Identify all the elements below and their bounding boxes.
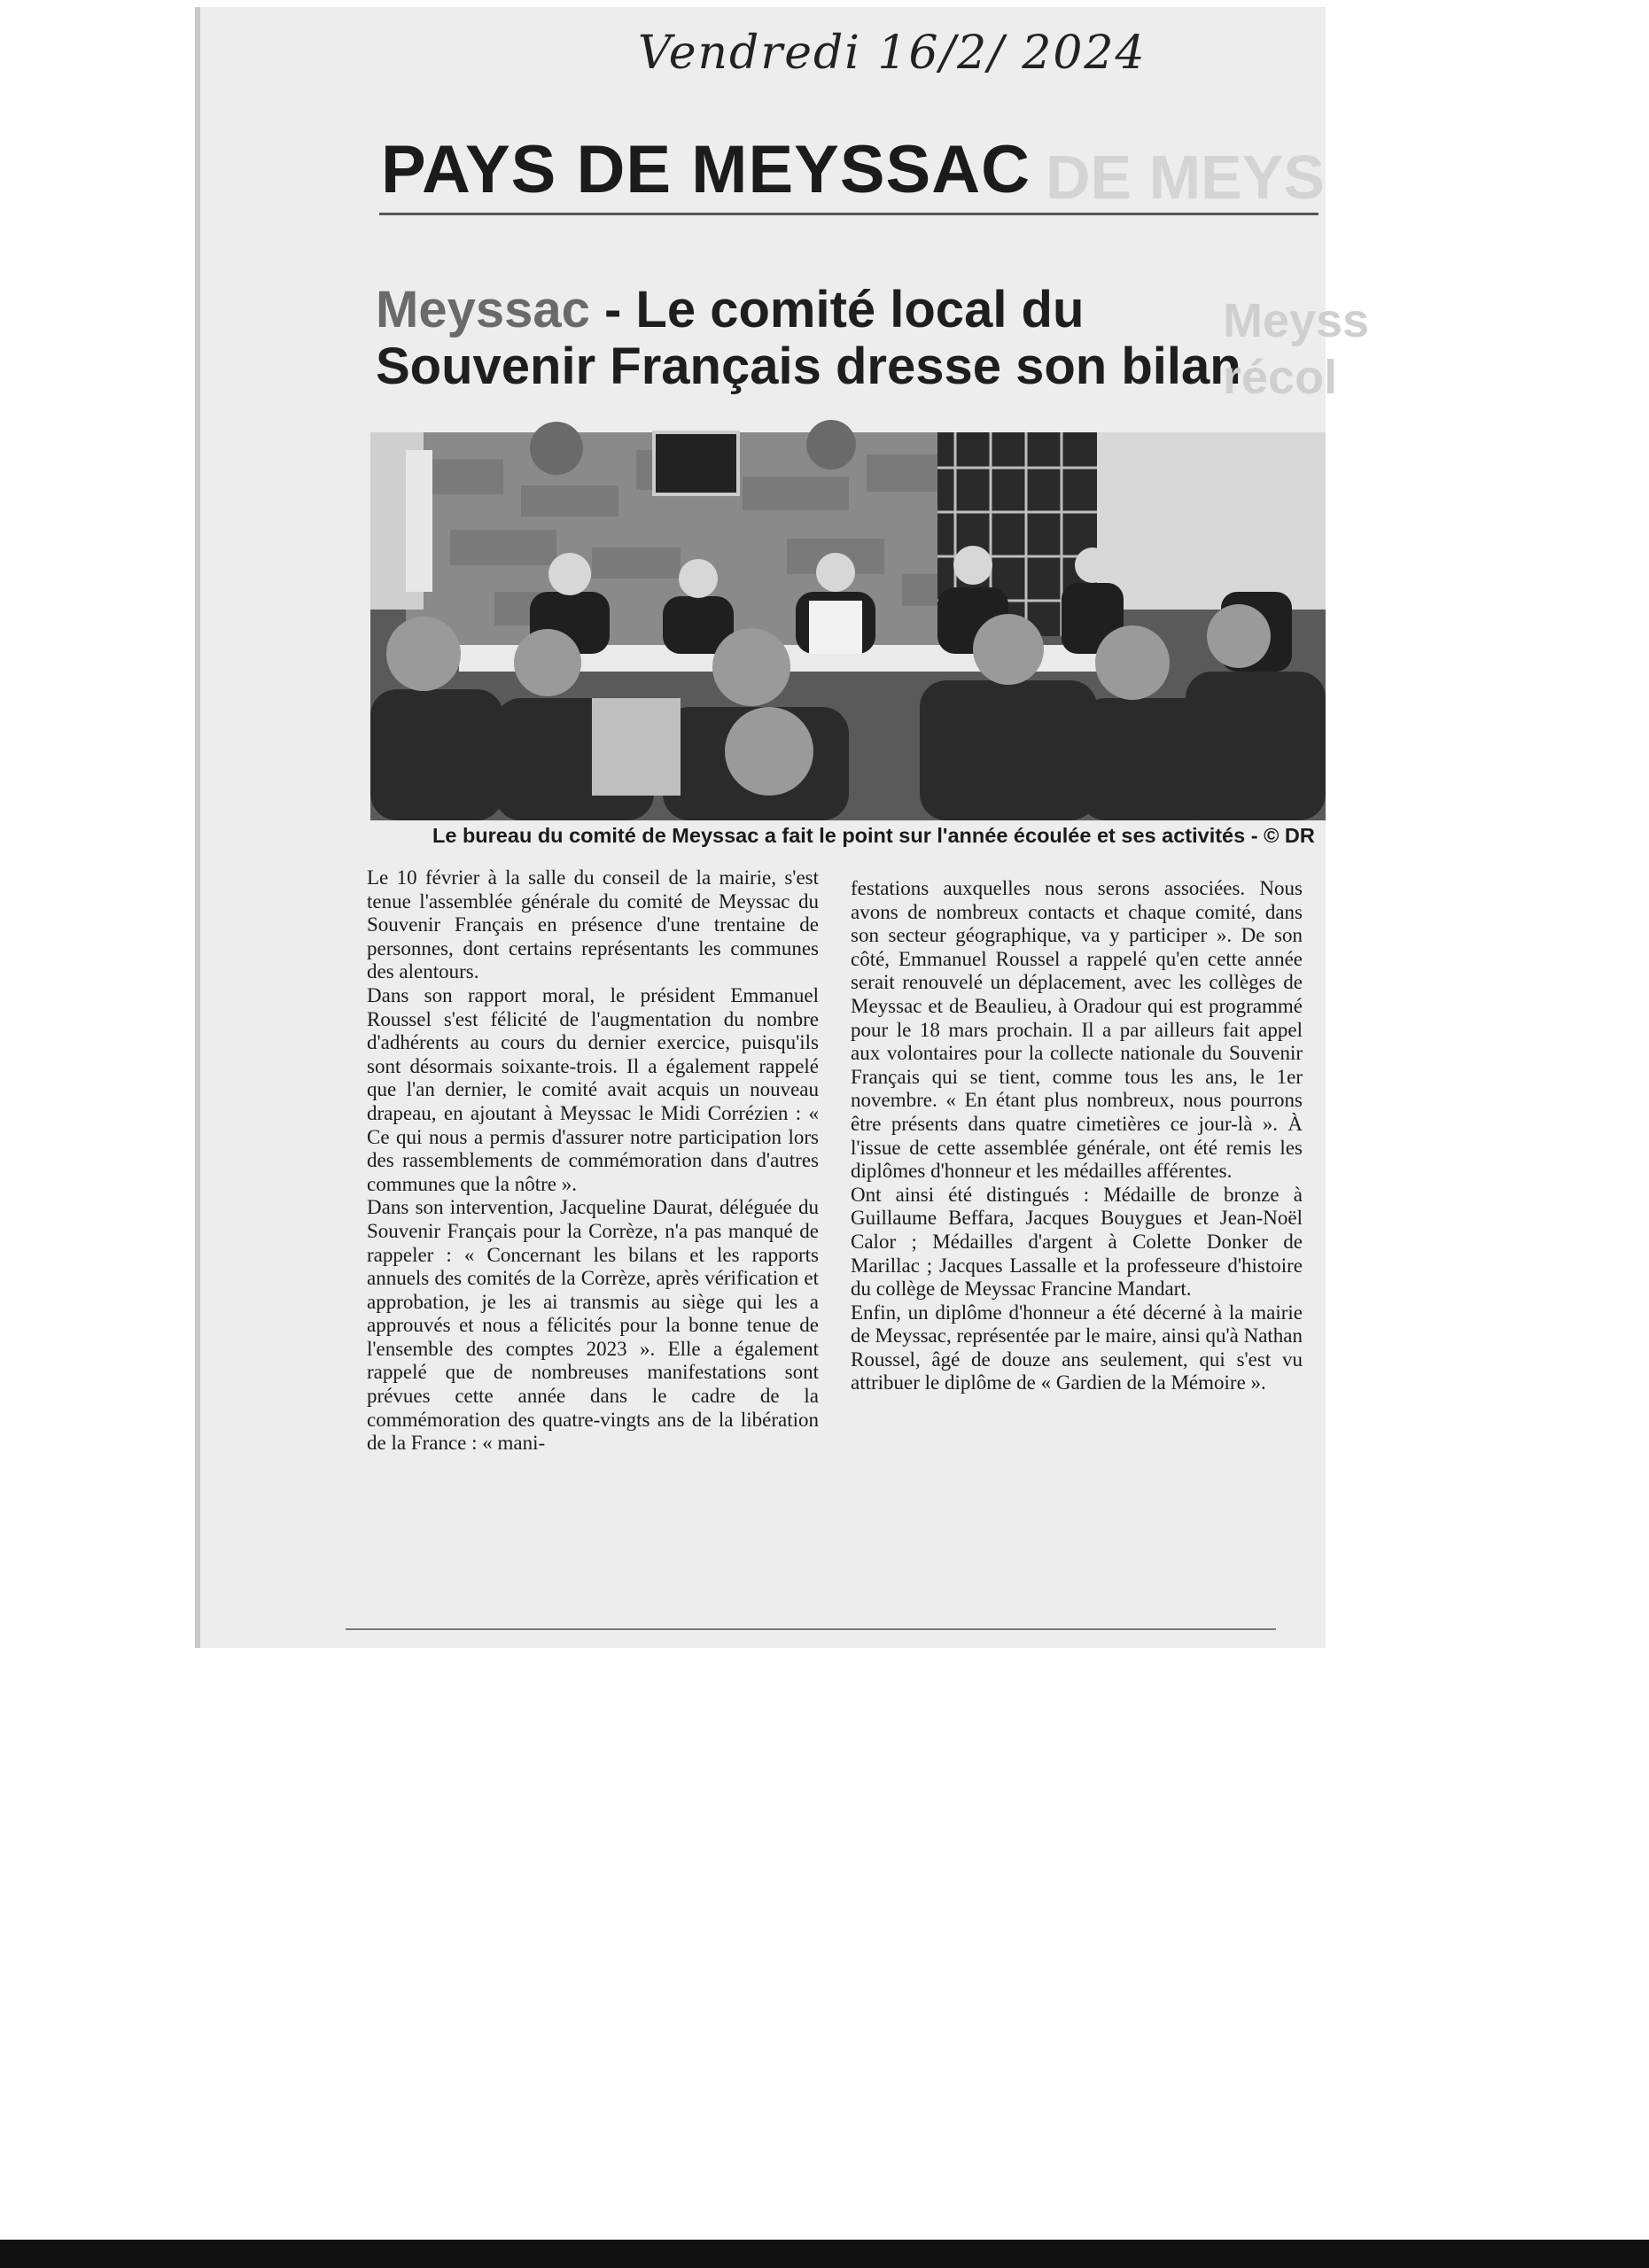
paragraph: Dans son intervention, Jacqueline Daurat, déléguée du Souvenir Français pour la Corrèze, n'a pas manqué de rappeler : « Concernant les bilans et les rapports annuels des comités de la Corrèze, après vérification et approbation, je les ai transmis au siège qui les a approuvés et nous a félicités pour la bonne tenue de l'ensemble des comptes 2023 ». Elle a également rappelé que de nombreuses manifestations sont prévues cette année dans le cadre de la commémoration des quatre-vingts ans de la libération de la France : « mani-	[367, 1196, 819, 1455]
show-through-headline: Meyss récol	[1223, 294, 1370, 404]
meeting-photo-illustration	[370, 432, 1326, 820]
clipping-bottom-rule	[346, 1628, 1276, 1630]
article-column-left	[367, 866, 819, 1456]
article-headline	[376, 282, 1262, 395]
headline-line1: Le comité local du	[635, 281, 1085, 338]
paragraph: Dans son rapport moral, le président Emmanuel Roussel s'est félicité de l'augmentation du nombre d'adhérents au cours du dernier exercice, puisqu'ils sont désormais soixante-trois. Il a également rappelé que l'an dernier, le comité avait acquis un nouveau drapeau, en ajoutant à Meyssac le Midi Corrézien : « Ce qui nous a permis d'assurer notre participation lors des rassemblements de commémoration dans d'autres communes que la nôtre ».	[367, 983, 819, 1195]
handwritten-date: Vendredi 16/2/ 2024	[638, 27, 1147, 80]
paragraph: Ont ainsi été distingués : Médaille de bronze à Guillaume Beffara, Jacques Bouygues et Jean-Noël Calor ; Médailles d'argent à Colette Donker de Marillac ; Jacques Lassalle et la professeure d'histoire du collège de Meyssac Francine Mandart.	[851, 1183, 1303, 1301]
paragraph: Le 10 février à la salle du conseil de la mairie, s'est tenue l'assemblée générale du comité de Meyssac du Souvenir Français en présence d'une trentaine de personnes, dont certains représentants les communes des alentours.	[367, 866, 819, 983]
article-photo	[370, 432, 1326, 820]
headline-line2: Souvenir Français dresse son bilan	[376, 338, 1241, 395]
article-column-right	[851, 877, 1303, 1395]
paragraph: festations auxquelles nous serons associées. Nous avons de nombreux contacts et chaque comité, dans son secteur géographique, va y participer ». De son côté, Emmanuel Roussel a rappelé qu'en cette année serait renouvelé un déplacement, avec les collèges de Meyssac et de Beaulieu, à Oradour qui est programmé pour le 18 mars prochain. Il a par ailleurs fait appel aux volontaires pour la collecte nationale du Souvenir Français qui se tient, comme tous les ans, le 1er novembre. « En étant plus nombreux, nous pourrons être présents dans quatre cimetières ce jour-là ». À l'issue de cette assemblée générale, ont été remis les diplômes d'honneur et les médailles afférentes.	[851, 877, 1303, 1183]
clipping-edge-shadow	[195, 7, 200, 1648]
section-rule	[379, 213, 1318, 215]
scanner-edge	[0, 2240, 1649, 2268]
show-through-title: DE MEYS	[1046, 143, 1326, 212]
headline-kicker: Meyssac	[376, 281, 590, 338]
section-title: PAYS DE MEYSSAC	[381, 132, 1031, 207]
paragraph: Enfin, un diplôme d'honneur a été décerné à la mairie de Meyssac, représentée par le maire, ainsi qu'à Nathan Roussel, âgé de douze ans seulement, qui s'est vu attribuer le diplôme de « Gardien de la Mémoire ».	[851, 1301, 1303, 1394]
headline-separator: -	[589, 281, 636, 338]
photo-caption: Le bureau du comité de Meyssac a fait le point sur l'année écoulée et ses activités - © DR	[432, 824, 1315, 847]
